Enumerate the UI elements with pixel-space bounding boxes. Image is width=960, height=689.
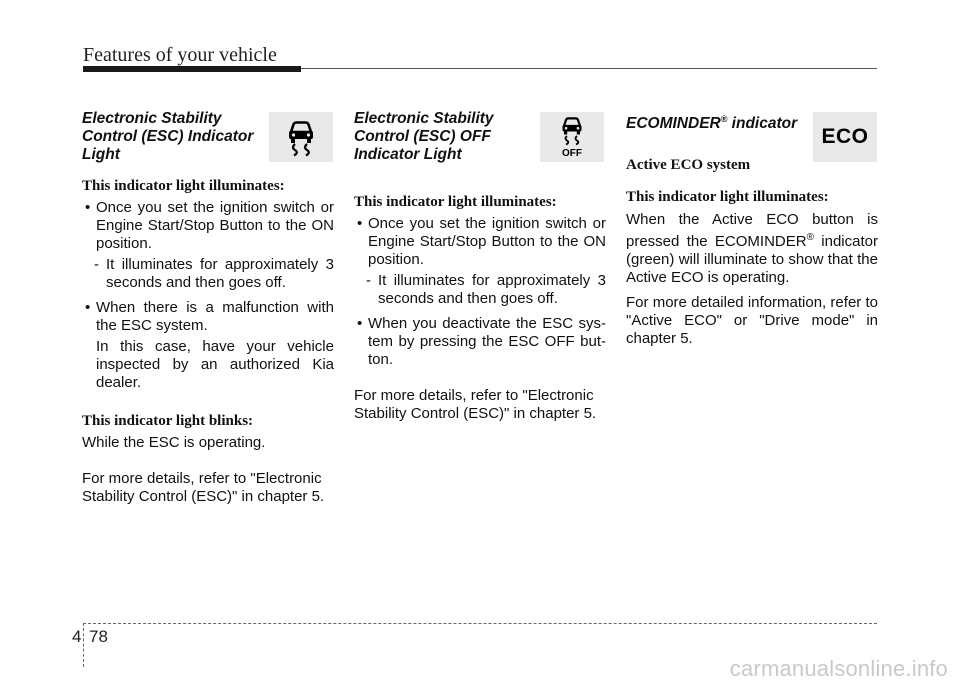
bullet-item: • Once you set the ignition switch or Engine Start/Stop Button to the ON position. [354,215,606,269]
section-title: ECOMINDER® indicator [626,114,798,133]
more-details-text: For more details, refer to "Electronic Stability Control (ESC)" in chapter 5. [82,470,325,505]
footer-divider [83,623,84,667]
blinks-heading: This indicator light blinks: [82,413,254,429]
section-title: Electronic Stability Control (ESC) Indicator Light [82,110,254,163]
watermark-text: carmanualsonline.info [729,656,948,681]
illuminates-heading: This indicator light illuminates: [82,178,285,194]
bullet-item: • When there is a malfunction with the ESC system. [82,299,334,335]
esc-off-indicator-section [354,110,606,423]
page-number: 78 [89,627,108,646]
footer-rule [83,623,877,624]
more-details-text: For more detailed information, refer to "Active ECO" or "Drive mode" in chapter 5. [626,294,878,348]
esc-indicator-section [82,110,334,506]
ecominder-description: When the Active ECO button is pressed the ECOMINDER® indicator (green) will illuminate to show that the Active ECO is operating. [626,211,878,287]
blinks-text: While the ESC is operating. [82,434,266,451]
bullet-item: • Once you set the ignition switch or Engine Start/Stop Button to the ON position. [82,199,334,253]
page-header-title: Features of your vehicle [83,44,277,66]
chapter-number: 4 [72,627,82,646]
dash-item: - It illuminates for approximately 3 seconds and then goes off. [354,272,606,308]
illuminates-heading: This indicator light illuminates: [354,194,557,210]
more-details-text: For more details, refer to "Electronic Stability Control (ESC)" in chapter 5. [354,387,597,422]
section-title: Electronic Stability Control (ESC) OFF Indicator Light [354,110,494,163]
off-label: OFF [562,148,582,159]
active-eco-heading: Active ECO system [626,157,751,174]
ecominder-section [626,110,878,348]
dash-item: - It illuminates for approximately 3 seconds and then goes off. [82,256,334,292]
eco-label: ECO [821,125,869,148]
header-rule [83,66,877,72]
illuminates-heading: This indicator light illuminates: [626,189,829,206]
bullet-item: • When you deactivate the ESC sys-tem by pressing the ESC OFF but-ton. [354,315,606,369]
bullet-note: In this case, have your vehicle inspected by an authorized Kia dealer. [96,338,334,391]
